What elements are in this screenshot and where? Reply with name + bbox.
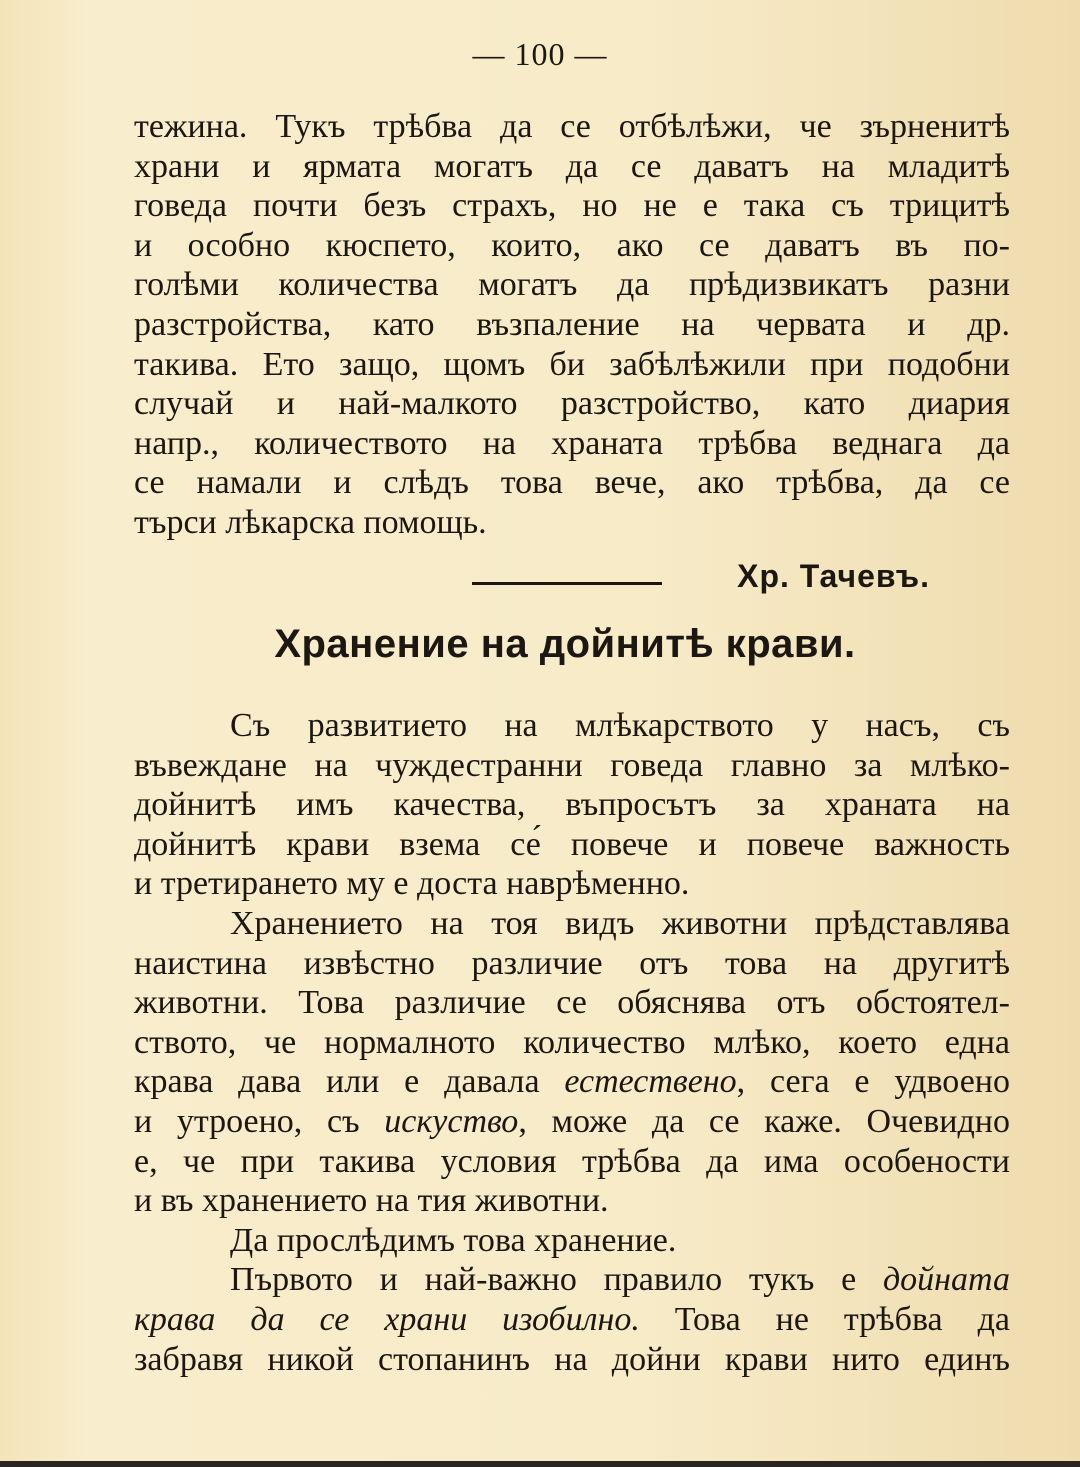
page-bottom-edge [0,1461,1080,1467]
text-line: Да прослѣдимъ това хранение. [230,1221,677,1259]
text-line [134,1062,1010,1102]
text-run: , може да се каже. Очевидно [518,1102,1011,1140]
text-line: ството, че нормалното количество млѣко, което една [134,1023,1010,1061]
text-line: и особно кюспето, които, ако се даватъ въ по- [134,226,1010,264]
italic-word: естествено [564,1063,737,1101]
text-run: крава дава или е давала [134,1063,565,1101]
text-line: случай и най-малкото разстройство, като диария [134,385,1010,423]
article-heading: Хранение на дойнитѣ крави. [274,622,856,666]
text-line: говеда почти безъ страхъ, но не е така съ трицитѣ [134,187,1010,225]
text-line [134,1102,1010,1142]
text-line: търси лѣкарска помощь. [134,503,487,541]
text-line: и въ хранението на тия животни. [134,1182,609,1220]
text-line [134,1260,1010,1300]
text-line: се намали и слѣдъ това вече, ако трѣбва, да се [134,464,1010,502]
text-line: тежина. Тукъ трѣбва да се отбѣлѣжи, че зърненитѣ [134,108,1010,145]
text-line: въвеждане на чуждестранни говеда главно за млѣко- [134,746,1010,784]
text-line: голѣми количества могатъ да прѣдизвикатъ разни [134,266,1010,304]
text-line: храни и ярмата могатъ да се даватъ на младитѣ [134,147,1010,185]
text-line: Съ развитието на млѣкарството у насъ, съ [230,707,1010,744]
text-line: наистина извѣстно различие отъ това на другитѣ [134,944,1010,982]
text-line: забравя никой стопанинъ на дойни крави нито единъ [134,1340,1010,1378]
text-line: е, че при такива условия трѣбва да има особености [134,1142,1010,1180]
text-line [134,1300,1010,1340]
text-line: разстройства, като възпаление на червата и др. [134,305,1010,343]
text-line: животни. Това различие се обяснява отъ обстоятел- [134,984,1010,1022]
article-body [134,706,1010,1379]
section-divider [472,582,662,585]
italic-phrase: крава да се храни изобилно. [134,1300,640,1338]
text-line: напр., количеството на храната трѣбва веднага да [134,424,1010,462]
page-number: — 100 — [472,36,608,72]
text-run: Първото и най-важно правило тукъ е [230,1261,883,1299]
text-line: такива. Ето защо, щомъ би забѣлѣжили при подобни [134,345,1010,383]
author-signature: Хр. Тачевъ. [737,558,930,594]
text-line: дойнитѣ крави взема се́ повече и повече важность [134,825,1010,863]
italic-word: искуство [384,1102,519,1140]
text-line: и третирането му е доста наврѣменно. [134,865,690,903]
italic-phrase: дойната [882,1261,1010,1299]
text-run: и утроено, съ [134,1102,385,1140]
text-line: Хранението на тоя видъ животни прѣдставлява [230,904,1010,942]
text-run: Това не трѣбва да [639,1300,1010,1338]
text-line: дойнитѣ имъ качества, въпросътъ за храната на [134,786,1010,824]
intro-paragraph [134,107,1010,543]
text-run: , сега е удвоено [736,1063,1010,1101]
